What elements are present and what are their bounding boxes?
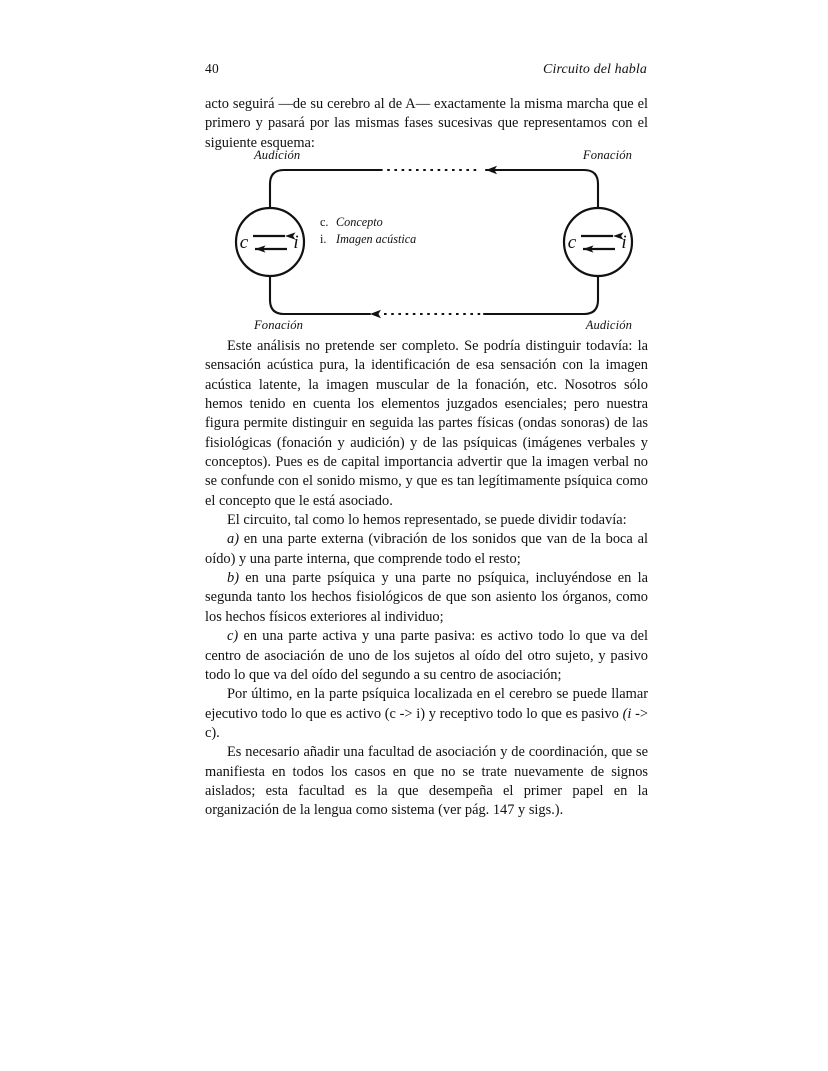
right-node-letter-i: i [621,232,627,253]
list-item-c-marker: c) [227,628,239,645]
list-item-b-marker: b) [227,570,239,587]
legend-row-imagen-acustica [320,231,416,248]
list-item-c-text: en una parte activa y una parte pasiva: es activo todo lo que va del centro de asociación de uno de los sujetos al oído del otro sujeto, y pasivo todo lo que va del oído del segundo a su centro de asociación; [205,628,648,683]
circuit-diagram-svg [228,148,640,336]
left-node-letter-c: c [239,232,249,253]
figure-label-top-left: Audición [254,148,301,162]
legend-key-i: i. [320,232,327,246]
paragraph-3: El circuito, tal como lo hemos representado, se puede dividir todavía: [227,512,627,529]
paragraph-5: Es necesario añadir una facultad de asociación y de coordinación, que se manifiesta en todos los casos en que no se trate nuevamente de signos aislados; esta facultad es la que desempeña el primer papel en la organización de la lengua como sistema (ver pág. 147 y sigs.). [205,744,648,819]
left-brain-node [236,208,304,276]
speech-circuit-figure [228,148,640,336]
legend-key-c: c. [320,215,329,229]
page-number: 40 [205,61,219,76]
list-item-c [205,627,648,685]
figure-label-top-right: Fonación [582,148,632,162]
figure-legend [320,214,416,248]
paragraph-4-italic-i: (i [622,705,636,722]
legend-value-imagen-acustica: Imagen acústica [336,232,417,246]
paragraph-1: acto seguirá —de su cerebro al de A— exactamente la misma marcha que el primero y pasará por las mismas fases sucesivas que representamos con el siguiente esquema: [205,96,648,151]
legend-row-concepto [320,214,416,231]
legend-value-concepto: Concepto [336,215,383,229]
right-node-letter-c: c [567,232,577,253]
body-text-top [205,95,648,153]
list-item-b [205,569,648,627]
list-item-a [205,530,648,569]
list-item-a-marker: a) [227,531,239,548]
paragraph-4-post: c). [205,724,220,741]
list-item-a-text: en una parte externa (vibración de los sonidos que van de la boca al oído) y una parte interna, que comprende todo el resto; [205,531,648,567]
figure-label-bottom-left: Fonación [254,318,304,332]
paragraph-2: Este análisis no pretende ser completo. Se podría distinguir todavía: la sensación acústica pura, la identificación de esa sensación con la imagen acústica latente, la imagen muscular de la fonación, etc. Nosotros sólo hemos tenido en cuenta los elementos juzgados esenciales; pero nuestra figura permite distinguir en seguida las partes físicas (ondas sonoras) de las fisiológicas (fonación y audición) y de las psíquicas (imágenes verbales y conceptos). Pues es de capital importancia advertir que la imagen verbal no se confunde con el sonido mismo, y que es tan legítimamente psíquica como el concepto que le está asociado. [205,338,648,509]
right-brain-node [564,208,632,276]
left-node-letter-i: i [293,232,299,253]
paragraph-4 [205,685,648,743]
figure-label-bottom-right: Audición [585,318,632,332]
running-title: Circuito del habla [543,62,647,77]
paragraph-4-pre: Por último, en la parte psíquica localizada en el cerebro se puede llamar ejecutivo todo lo que es activo (c -> i) y receptivo todo lo que es pasivo [205,686,648,722]
body-text-main [205,337,648,821]
running-head [205,61,647,81]
paragraph-4-arrow: -> [635,705,649,722]
list-item-b-text: en una parte psíquica y una parte no psíquica, incluyéndose en la segunda tanto los hechos fisiológicos de que son asiento los órganos, como los hechos físicos exteriores al individuo; [205,570,648,625]
